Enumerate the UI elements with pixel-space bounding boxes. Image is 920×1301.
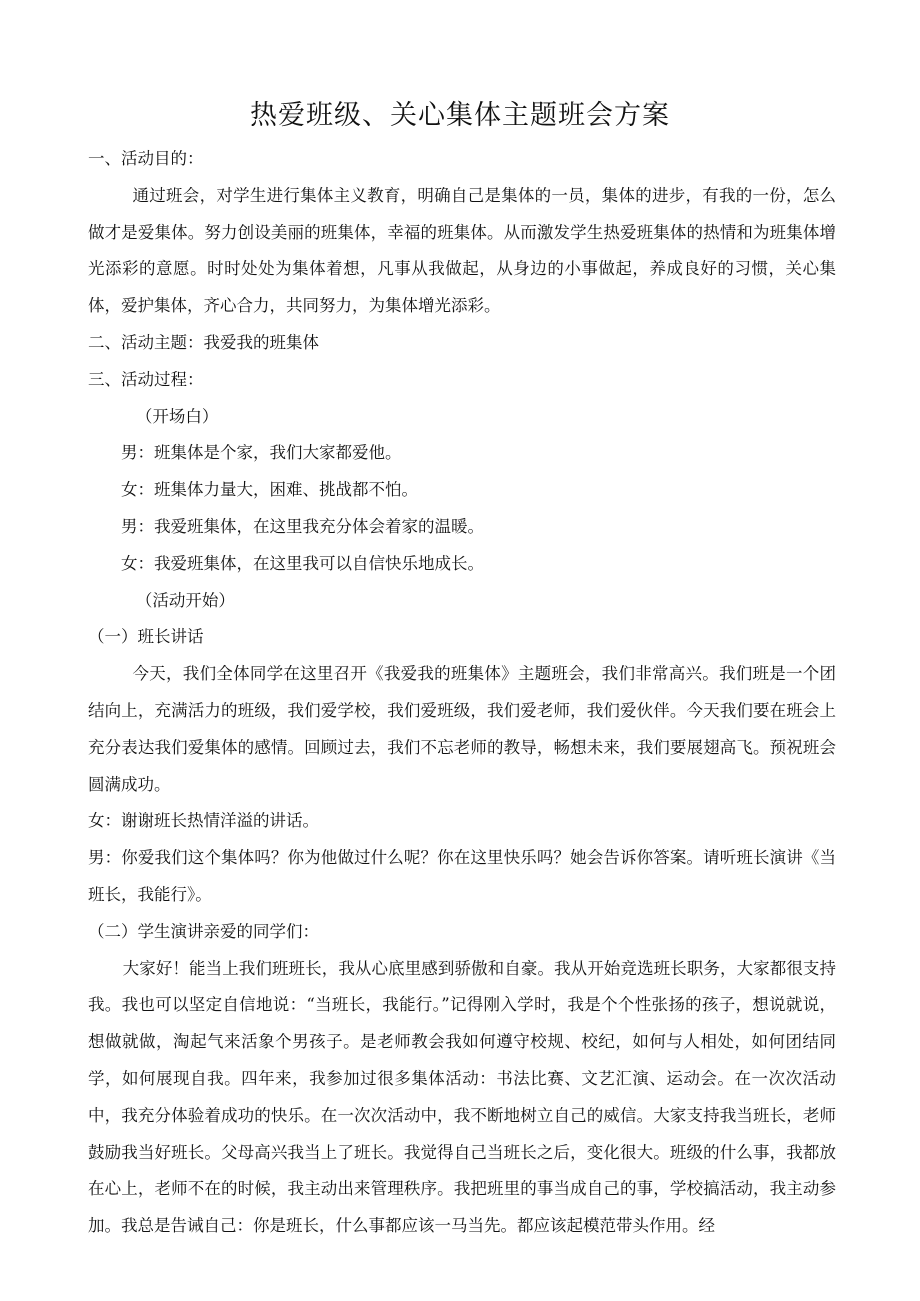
part2-heading: （二）学生演讲亲爱的同学们： xyxy=(88,921,319,941)
section2-heading: 二、活动主题：我爱我的班集体 xyxy=(88,332,319,352)
section1-paragraph: 通过班会，对学生进行集体主义教育，明确自己是集体的一员，集体的进步，有我的一份，怎么做才是爱集体。努力创设美丽的班集体，幸福的班集体。从而激发学生热爱班集体的热情和为班集体增光添彩的意愿。时时处处为集体着想，凡事从我做起，从身边的小事做起，养成良好的习惯，关心集体，爱护集体，齐心合力，共同努力，为集体增光添彩。 xyxy=(88,185,836,316)
dialogue-line: 女：班集体力量大，困难、挑战都不怕。 xyxy=(121,480,418,500)
section3-heading: 三、活动过程： xyxy=(88,369,204,389)
opening-label: （开场白） xyxy=(135,406,219,426)
female-line: 女：谢谢班长热情洋溢的讲话。 xyxy=(88,811,319,831)
part2-paragraph: 大家好！能当上我们班班长，我从心底里感到骄傲和自豪。我从开始竞选班长职务，大家都很支持我。我也可以坚定自信地说：“当班长，我能行。”记得刚入学时，我是个个性张扬的孩子，想说就说，想做就做，淘起气来活象个男孩子。是老师教会我如何遵守校规、校纪，如何与人相处，如何团结同学，如何展现自我。四年来，我参加过很多集体活动：书法比赛、文艺汇演、运动会。在一次次活动中，我充分体验着成功的快乐。在一次次活动中，我不断地树立自己的威信。大家支持我当班长，老师鼓励我当好班长。父母高兴我当上了班长。我觉得自己当班长之后，变化很大。班级的什么事，我都放在心上，老师不在的时候，我主动出来管理秩序。我把班里的事当成自己的事，学校搞活动，我主动参加。我总是告诫自己：你是班长，什么事都应该一马当先。都应该起模范带头作用。经 xyxy=(88,958,836,1236)
section1-heading: 一、活动目的： xyxy=(88,149,204,168)
document-title: 热爱班级、关心集体主题班会方案 xyxy=(250,100,670,131)
part1-paragraph: 今天，我们全体同学在这里召开《我爱我的班集体》主题班会，我们非常高兴。我们班是一个团结向上，充满活力的班级，我们爱学校，我们爱班级，我们爱老师，我们爱伙伴。今天我们要在班会上充分表达我们爱集体的感情。回顾过去，我们不忘老师的教导，畅想未来，我们要展翅高飞。预祝班会圆满成功。 xyxy=(88,664,836,794)
start-label: （活动开始） xyxy=(135,590,235,610)
dialogue-line: 男：班集体是个家，我们大家都爱他。 xyxy=(121,443,402,463)
dialogue-line: 男：我爱班集体，在这里我充分体会着家的温暖。 xyxy=(121,516,484,536)
dialogue-line: 女：我爱班集体，在这里我可以自信快乐地成长。 xyxy=(121,553,484,573)
document-body xyxy=(88,141,836,1245)
male-line: 男：你爱我们这个集体吗？你为他做过什么呢？你在这里快乐吗？她会告诉你答案。请听班长演讲《当班长，我能行》。 xyxy=(88,848,836,904)
part1-heading: （一）班长讲话 xyxy=(88,627,204,647)
